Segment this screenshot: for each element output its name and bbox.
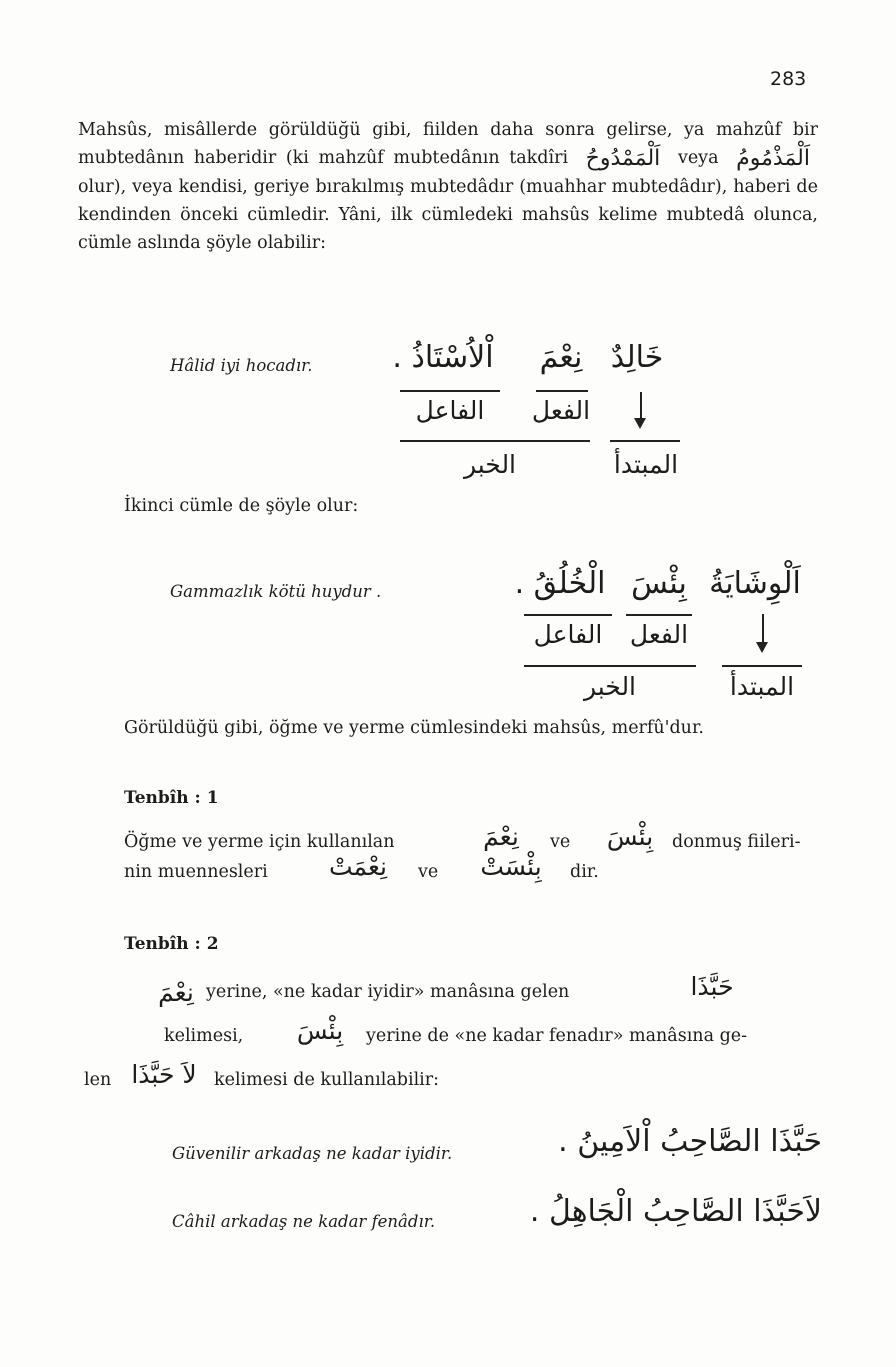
example2-translation: Gammazlık kötü huydur . — [170, 582, 382, 601]
tenbih2-arabic-3: بِئْسَ — [296, 1016, 344, 1045]
example2-haber-line — [524, 665, 696, 667]
example3-arabic-1: حَبَّذَا الصَّاحِبُ اْلاَمِينُ . — [558, 1124, 822, 1159]
example1-arrow-line — [640, 392, 642, 420]
tenbih2-arabic-2: حَبَّذَا — [690, 972, 734, 1001]
tenbih1-text-1: Öğme ve yerme için kullanılan — [124, 832, 395, 852]
intro-arabic-1: اَلْمَمْدُوحُ — [585, 146, 661, 171]
example3-translation-2: Câhil arkadaş ne kadar fenâdır. — [172, 1212, 436, 1231]
intro-text-1: Mahsûs, misâllerde görüldüğü gibi, fiilden daha sonra gelirse, ya mahzûf bir mubtedânın haberidir (ki mahzûf mubtedânın takdîri — [78, 120, 818, 168]
tenbih2-text-1: yerine, «ne kadar iyidir» manâsına gelen — [206, 982, 570, 1002]
example3-translation-1: Güvenilir arkadaş ne kadar iyidir. — [172, 1144, 453, 1163]
tenbih1-arabic-1: نِعْمَ — [483, 822, 519, 851]
tenbih1-dir: dir. — [570, 862, 599, 882]
example1-fiil: نِعْمَ — [539, 340, 583, 375]
tenbih1-ve-1: ve — [550, 832, 571, 852]
example1-label-fail: الفاعل — [415, 396, 485, 425]
example1-mubteda: خَالِدٌ — [610, 340, 664, 375]
example1-fail-underline — [400, 390, 500, 392]
tenbih1-ve-2: ve — [418, 862, 439, 882]
conclusion-line: Görüldüğü gibi, öğme ve yerme cümlesindeki mahsûs, merfû'dur. — [124, 718, 704, 738]
example2-fail: الْخُلُقُ . — [514, 566, 606, 601]
page-number: 283 — [770, 68, 807, 90]
example2-fail-underline — [524, 614, 612, 616]
tenbih1-arabic-3: نِعْمَتْ — [328, 852, 388, 881]
tenbih1-arabic-4: بِئْسَتْ — [480, 852, 542, 881]
example2-fiil: بِئْسَ — [631, 566, 687, 601]
tenbih1-heading: Tenbîh : 1 — [124, 788, 219, 808]
example3-arabic-2: لاَحَبَّذَا الصَّاحِبُ الْجَاهِلُ . — [529, 1194, 822, 1229]
intro-paragraph — [78, 116, 818, 257]
example1-fail: اْلاُسْتَاذُ . — [392, 340, 494, 375]
tenbih2-arabic-4: لاَ حَبَّذَا — [131, 1060, 197, 1089]
example1-fiil-underline — [536, 390, 588, 392]
tenbih1-arabic-2: بِئْسَ — [606, 822, 654, 851]
example1-label-mubteda: المبتدأ — [613, 450, 679, 479]
tenbih2-text-4b: kelimesi de kullanılabilir: — [214, 1070, 440, 1090]
tenbih2-heading: Tenbîh : 2 — [124, 934, 219, 954]
intro-arabic-2: اَلْمَذْمُومُ — [736, 146, 810, 171]
tenbih2-text-3: yerine de «ne kadar fenadır» manâsına ge- — [366, 1026, 748, 1046]
example2-fiil-underline — [626, 614, 692, 616]
example1-translation: Hâlid iyi hocadır. — [170, 356, 313, 375]
tenbih1-text-2: donmuş fiileri- — [672, 832, 801, 852]
example2-mubteda-line — [722, 665, 802, 667]
tenbih2-text-4a: len — [84, 1070, 112, 1090]
tenbih1-text-3: nin muennesleri — [124, 862, 268, 882]
example1-arrow-icon — [634, 418, 646, 429]
example2-mubteda: اَلْوِشَايَةُ — [709, 566, 801, 601]
example1-haber-line — [400, 440, 590, 442]
example2-label-haber: الخبر — [583, 672, 637, 701]
intro-text-2: olur), veya kendisi, geriye bırakılmış mubtedâdır (muahhar mubtedâdır), haberi de kendinden önceki cümledir. Yâni, ilk cümledeki mahsûs kelime mubtedâ olunca, cümle aslında şöyle olabilir: — [78, 177, 818, 253]
example2-arrow-icon — [756, 642, 768, 653]
example1-mubteda-line — [610, 440, 680, 442]
example1-label-fiil: الفعل — [531, 396, 591, 425]
example2-arrow-line — [762, 614, 764, 644]
tenbih2-arabic-1: نِعْمَ — [158, 978, 194, 1007]
example2-label-mubteda: المبتدأ — [729, 672, 795, 701]
example2-label-fiil: الفعل — [629, 620, 689, 649]
tenbih2-text-2: kelimesi, — [164, 1026, 244, 1046]
example1-label-haber: الخبر — [463, 450, 517, 479]
ikinci-line: İkinci cümle de şöyle olur: — [124, 496, 359, 516]
intro-veya: veya — [677, 148, 719, 168]
example2-label-fail: الفاعل — [533, 620, 603, 649]
